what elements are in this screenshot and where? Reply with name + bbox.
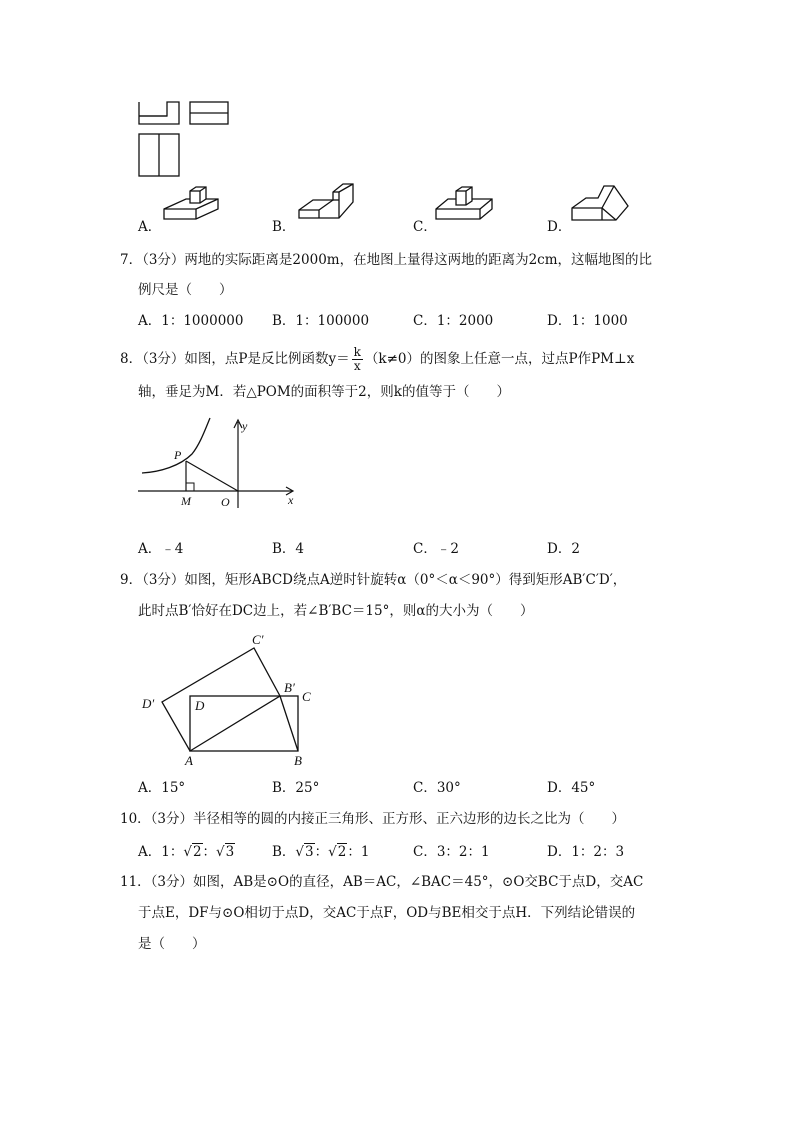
- q10-choice-a-prefix: A．1：: [138, 844, 184, 860]
- q10-choice-c[interactable]: C．3：2：1: [413, 844, 490, 860]
- radicand: 2: [337, 844, 347, 860]
- q8-stem-line1: [120, 346, 634, 373]
- q7-choice-c[interactable]: C．1：2000: [413, 313, 494, 329]
- label-c: C: [302, 689, 311, 704]
- q9-choice-a[interactable]: A．15°: [138, 780, 186, 796]
- label-b: B: [294, 753, 302, 768]
- q8-choice-d[interactable]: D．2: [547, 541, 580, 557]
- q6-solid-b: [295, 180, 359, 232]
- q10-stem: 10．（3分）半径相等的圆的内接正三角形、正方形、正六边形的边长之比为（ ）: [120, 811, 626, 827]
- label-d1: D′: [142, 696, 155, 711]
- sqrt-2: √2: [183, 844, 202, 860]
- q6-solid-d: [568, 180, 632, 232]
- q9-choice-c[interactable]: C．30°: [413, 780, 461, 796]
- label-c1: C′: [252, 632, 264, 647]
- q8-stem-part1: 8．（3分）如图，点P是反比例函数y＝: [120, 351, 350, 367]
- q10-choice-b[interactable]: [272, 842, 369, 862]
- fraction-denominator: x: [353, 359, 361, 373]
- rectangle-ab1c1d1: [162, 648, 280, 751]
- radicand: 2: [192, 844, 202, 860]
- q7-stem-line2: 例尺是（ ）: [138, 282, 233, 298]
- q6-choice-a[interactable]: A．: [138, 219, 162, 235]
- radicand: 3: [305, 844, 314, 860]
- q8-choice-c[interactable]: C．﹣2: [413, 541, 459, 557]
- sqrt-3: √3: [216, 844, 235, 860]
- front-view: [139, 102, 179, 124]
- q7-stem-line1: 7．（3分）两地的实际距离是2000m，在地图上量得这两地的距离为2cm，这幅地图的比: [120, 252, 653, 268]
- q11-stem-line3: 是（ ）: [138, 936, 206, 952]
- q11-stem-line1: 11．（3分）如图，AB是⊙O的直径，AB＝AC，∠BAC＝45°，⊙O交BC于点D，交AC: [120, 874, 644, 890]
- label-a: A: [185, 753, 193, 768]
- q10-choice-d[interactable]: D．1：2：3: [547, 844, 625, 860]
- fraction-k-over-x: [352, 346, 363, 373]
- q9-stem-line1: 9．（3分）如图，矩形ABCD绕点A逆时针旋转α（0°＜α＜90°）得到矩形AB′C′D′，: [120, 572, 627, 588]
- segment-bb1: [280, 696, 298, 751]
- label-o: O: [221, 495, 230, 509]
- q10-choice-b-prefix: B．: [272, 844, 296, 860]
- label-p: P: [174, 448, 182, 462]
- q8-choice-b[interactable]: B．4: [272, 541, 305, 557]
- q6-choice-c[interactable]: C．: [413, 219, 437, 235]
- label-m: M: [181, 494, 191, 508]
- q8-stem-line2: 轴，垂足为M．若△POM的面积等于2，则k的值等于（ ）: [138, 384, 510, 400]
- q9-stem-line2: 此时点B′恰好在DC边上，若∠B′BC＝15°，则α的大小为（ ）: [138, 603, 534, 619]
- radicand: 3: [225, 844, 235, 860]
- q6-choice-d[interactable]: D．: [547, 219, 572, 235]
- label-x: x: [288, 493, 294, 507]
- q8-stem-part2: （k≠0）的图象上任意一点，过点P作PM⊥x: [364, 351, 635, 367]
- label-b1: B′: [284, 680, 295, 695]
- rectangle-abcd: [190, 696, 298, 751]
- sqrt-2: √2: [328, 844, 347, 860]
- q6-choice-b[interactable]: B．: [272, 219, 296, 235]
- q7-choice-b[interactable]: B．1：100000: [272, 313, 370, 329]
- q8-choice-a[interactable]: A．﹣4: [138, 541, 184, 557]
- q7-choice-a[interactable]: A．1：1000000: [138, 313, 244, 329]
- sqrt-3: √3: [295, 844, 314, 860]
- q10-choice-a[interactable]: [138, 842, 235, 862]
- hyperbola-curve: [142, 418, 210, 473]
- q6-three-views-figure: [132, 94, 238, 180]
- ratio-sep: ：: [202, 844, 217, 860]
- q8-figure: [134, 416, 304, 512]
- fraction-numerator: k: [353, 345, 361, 359]
- q10-choice-b-suffix: ：1: [347, 844, 370, 860]
- q11-stem-line2: 于点E，DF与⊙O相切于点D，交AC于点F，OD与BE相交于点H．下列结论错误的: [138, 905, 636, 921]
- q6-solid-c: [432, 183, 496, 233]
- right-angle-mark: [186, 483, 194, 491]
- label-y: y: [242, 419, 248, 433]
- q9-figure: [138, 628, 328, 770]
- q9-choice-b[interactable]: B．25°: [272, 780, 320, 796]
- q7-choice-d[interactable]: D．1：1000: [547, 313, 628, 329]
- q6-solid-a: [160, 183, 224, 233]
- ratio-sep: ：: [314, 844, 329, 860]
- label-d: D: [195, 698, 205, 713]
- q9-choice-d[interactable]: D．45°: [547, 780, 596, 796]
